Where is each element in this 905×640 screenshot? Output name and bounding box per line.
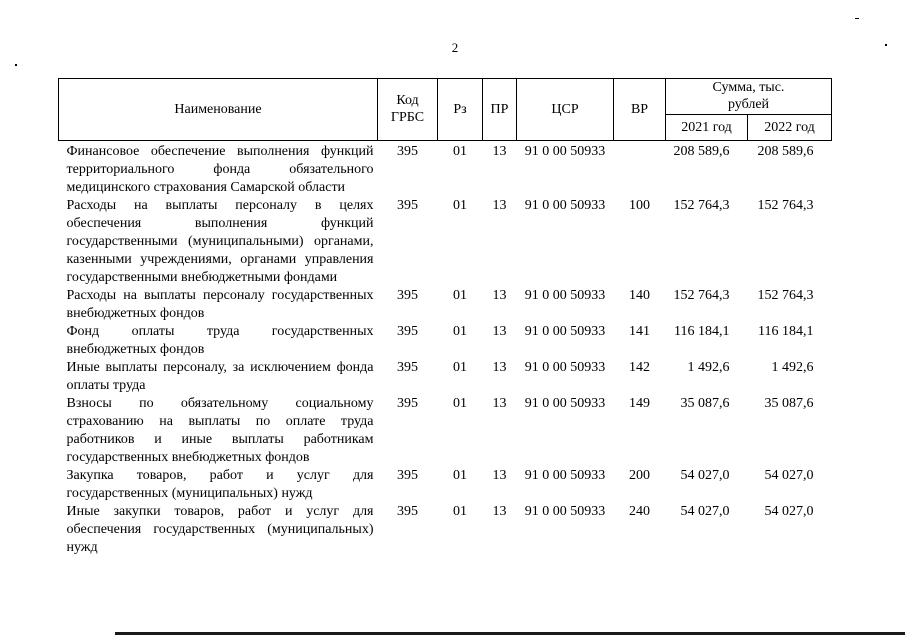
row-2022: 208 589,6 [757,144,814,159]
row-csr: 91 0 00 50933 [524,198,606,213]
row-rz: 01 [453,144,467,159]
row-rz: 01 [453,504,467,519]
row-vr: 141 [629,324,650,339]
row-kod: 395 [397,504,418,519]
row-rz: 01 [453,468,467,483]
row-2021: 152 764,3 [673,288,730,303]
row-vr: 200 [629,468,650,483]
row-rz: 01 [453,198,467,213]
row-kod: 395 [397,396,418,411]
row-csr: 91 0 00 50933 [524,360,606,375]
row-name: Иные выплаты персоналу, за исключением фонда оплаты труда [66,360,374,393]
header-csr: ЦСР [517,79,614,141]
row-2021: 1 492,6 [687,360,730,375]
row-csr: 91 0 00 50933 [524,468,606,483]
table-row [59,141,832,198]
row-pr: 13 [492,396,507,411]
header-year-2021: 2021 год [666,115,748,141]
row-vr: 140 [629,288,650,303]
row-name: Фонд оплаты труда государственных внебюджетных фондов [66,324,374,357]
row-rz: 01 [453,324,467,339]
row-2021: 35 087,6 [680,396,730,411]
row-name: Взносы по обязательному социальному страхованию на выплаты по оплате труда работников и иные выплаты работникам государственных внебюджетных фондов [66,396,374,465]
header-pr: ПР [483,79,517,141]
row-vr [614,141,666,198]
row-pr: 13 [492,324,507,339]
row-kod: 395 [397,288,418,303]
row-name: Расходы на выплаты персоналу в целях обеспечения выполнения функций государственными (муниципальными) органами, казенными учреждениями, органами управления государственными внебюджетными фондами [66,198,374,285]
header-vr: ВР [614,79,666,141]
table-row [59,359,832,395]
header-year-2022: 2022 год [748,115,832,141]
row-2021: 152 764,3 [673,198,730,213]
row-kod: 395 [397,198,418,213]
row-pr: 13 [492,468,507,483]
row-csr: 91 0 00 50933 [524,144,606,159]
header-rz: Рз [438,79,483,141]
row-2022: 116 184,1 [758,324,814,339]
row-2021: 54 027,0 [680,504,730,519]
row-csr: 91 0 00 50933 [524,288,606,303]
header-name: Наименование [59,79,378,141]
row-kod: 395 [397,144,418,159]
row-kod: 395 [397,324,418,339]
row-vr: 240 [629,504,650,519]
row-rz: 01 [453,360,467,375]
row-rz: 01 [453,396,467,411]
row-name: Расходы на выплаты персоналу государственных внебюджетных фондов [66,288,374,321]
scan-mark [885,44,887,46]
row-2021: 208 589,6 [673,144,730,159]
row-vr: 142 [629,360,650,375]
header-kod-grbs: Код ГРБС [378,79,438,141]
scan-mark [15,64,17,66]
table-row [59,503,832,557]
row-2022: 54 027,0 [764,468,814,483]
scan-mark [855,18,859,19]
table-row [59,287,832,323]
table-row [59,323,832,359]
row-2022: 1 492,6 [771,360,814,375]
row-name: Финансовое обеспечение выполнения функций территориального фонда обязательного медицинского страхования Самарской области [66,144,374,195]
table-row [59,467,832,503]
scan-bottom-edge [115,632,905,635]
table-row [59,395,832,467]
table-row [59,197,832,287]
row-2022: 54 027,0 [764,504,814,519]
row-pr: 13 [492,288,507,303]
row-csr: 91 0 00 50933 [524,324,606,339]
budget-table [58,78,832,557]
row-2021: 54 027,0 [680,468,730,483]
row-pr: 13 [492,504,507,519]
row-rz: 01 [453,288,467,303]
page-number: 2 [451,40,459,55]
row-csr: 91 0 00 50933 [524,504,606,519]
row-2021: 116 184,1 [674,324,730,339]
row-kod: 395 [397,360,418,375]
row-vr: 100 [629,198,650,213]
row-name: Закупка товаров, работ и услуг для государственных (муниципальных) нужд [66,468,374,501]
table-header [59,79,832,141]
row-kod: 395 [397,468,418,483]
row-pr: 13 [492,198,507,213]
row-pr: 13 [492,360,507,375]
header-sum: Сумма, тыс. рублей [666,79,832,115]
row-name: Иные закупки товаров, работ и услуг для обеспечения государственных (муниципальных) нужд [66,504,374,555]
row-2022: 152 764,3 [757,288,814,303]
row-2022: 152 764,3 [757,198,814,213]
row-csr: 91 0 00 50933 [524,396,606,411]
table-body [59,141,832,558]
row-vr: 149 [629,396,650,411]
row-2022: 35 087,6 [764,396,814,411]
row-pr: 13 [492,144,507,159]
